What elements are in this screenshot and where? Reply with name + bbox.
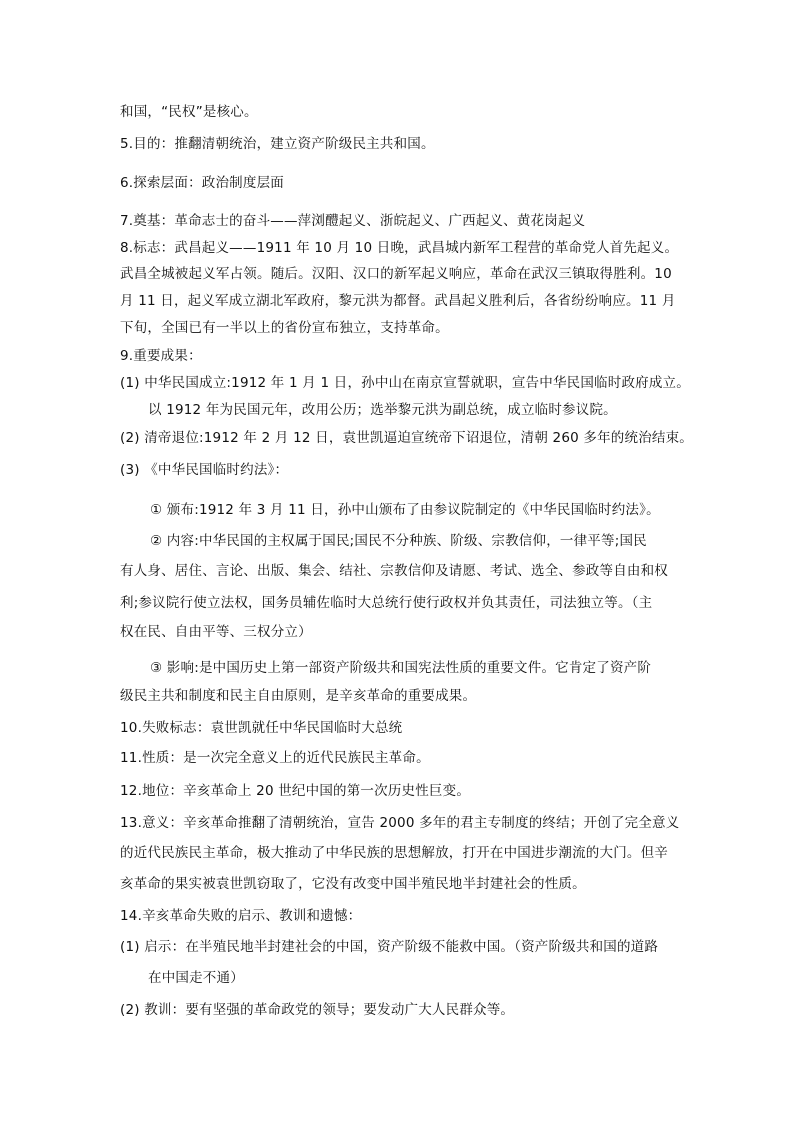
text-line: 权在民、自由平等、三权分立） [120, 624, 312, 640]
text-line: (3) 《中华民国临时约法》： [120, 462, 289, 478]
text-line: (1) 启示：在半殖民地半封建社会的中国，资产阶级不能救中国。（资产阶级共和国的道路 [120, 939, 659, 955]
text-line: 9.重要成果： [120, 348, 202, 364]
text-line: ② 内容:中华民国的主权属于国民;国民不分种族、阶级、宗教信仰，一律平等;国民 [150, 533, 647, 549]
text-line: 12.地位：辛亥革命上 20 世纪中国的第一次历史性巨变。 [120, 783, 471, 799]
text-line: 以 1912 年为民国元年，改用公历；选举黎元洪为副总统，成立临时参议院。 [148, 402, 617, 418]
text-line: 下旬，全国已有一半以上的省份宣布独立，支持革命。 [120, 320, 449, 336]
text-line: 10.失败标志：袁世凯就任中华民国临时大总统 [120, 720, 403, 736]
text-line: 有人身、居住、言论、出版、集会、结社、宗教信仰及请愿、考试、选全、参政等自由和权 [120, 563, 668, 579]
text-line: 6.探索层面：政治制度层面 [120, 175, 284, 191]
text-line: (2) 教训：要有坚强的革命政党的领导；要发动广大人民群众等。 [120, 1002, 515, 1018]
text-line: 级民主共和制度和民主自由原则，是辛亥革命的重要成果。 [120, 688, 477, 704]
text-line: (2) 清帝退位:1912 年 2 月 12 日，袁世凯逼迫宣统帝下诏退位，清朝 260 多年的统治结束。 [120, 430, 693, 446]
text-line: 武昌全城被起义军占领。随后。汉阳、汉口的新军起义响应，革命在武汉三镇取得胜利。10 [120, 266, 672, 282]
text-line: 的近代民族民主革命，极大推动了中华民族的思想解放，打开在中国进步潮流的大门。但辛 [120, 845, 668, 861]
text-line: 在中国走不通） [148, 970, 244, 986]
text-line: 月 11 日，起义军成立湖北军政府，黎元洪为都督。武昌起义胜利后，各省纷纷响应。11 月 [120, 293, 676, 309]
text-line: 5.目的：推翻清朝统治，建立资产阶级民主共和国。 [120, 136, 435, 152]
text-line: 11.性质：是一次完全意义上的近代民族民主革命。 [120, 750, 430, 766]
text-line: 7.奠基：革命志士的奋斗——萍浏醴起义、浙皖起义、广西起义、黄花岗起义 [120, 213, 586, 229]
text-line: 8.标志：武昌起义——1911 年 10 月 10 日晚，武昌城内新军工程营的革命党人首先起义。 [120, 240, 679, 256]
text-line: 利;参议院行使立法权，国务员辅佐临时大总统行使行政权并负其责任，司法独立等。（主 [120, 595, 653, 611]
text-line: 14.辛亥革命失败的启示、教训和遗憾： [120, 908, 362, 924]
text-line: 13.意义：辛亥革命推翻了清朝统治，宣告 2000 多年的君主专制度的终结；开创了完全意义 [120, 815, 680, 831]
text-line: 和国，“民权”是核心。 [120, 104, 258, 120]
text-line: 亥革命的果实被袁世凯窃取了，它没有改变中国半殖民地半封建社会的性质。 [120, 876, 586, 892]
text-line: ① 颁布:1912 年 3 月 11 日，孙中山颁布了由参议院制定的《中华民国临时约法》。 [150, 502, 660, 518]
text-line: (1) 中华民国成立:1912 年 1 月 1 日，孙中山在南京宣誓就职，宣告中华民国临时政府成立。 [120, 375, 690, 391]
text-line: ③ 影响:是中国历史上第一部资产阶级共和国宪法性质的重要文件。它肯定了资产阶 [150, 660, 652, 676]
